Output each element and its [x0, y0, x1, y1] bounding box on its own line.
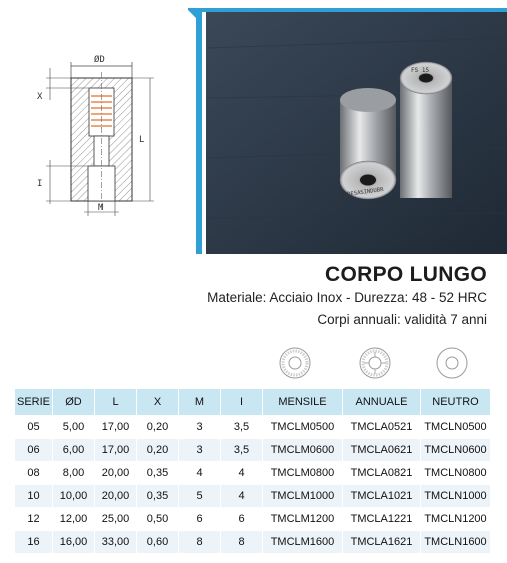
cell-l: 17,00	[95, 439, 137, 462]
spec-table	[14, 388, 491, 554]
cell-i: 4	[221, 462, 263, 485]
table-row	[15, 531, 491, 554]
cell-l: 33,00	[95, 531, 137, 554]
cell-annuale: TMCLA1621	[343, 531, 421, 554]
header-i: I	[221, 389, 263, 416]
cell-i: 3,5	[221, 439, 263, 462]
cell-neutro: TMCLN0600	[421, 439, 491, 462]
table-row	[15, 485, 491, 508]
cell-x: 0,35	[137, 462, 179, 485]
cell-neutro: TMCLN1600	[421, 531, 491, 554]
stamp-neutral-icon	[435, 346, 469, 380]
cell-mensile: TMCLM0500	[263, 416, 343, 439]
cell-x: 0,60	[137, 531, 179, 554]
cell-x: 0,20	[137, 416, 179, 439]
cell-mensile: TMCLM1600	[263, 531, 343, 554]
cell-i: 4	[221, 485, 263, 508]
dim-label-i: I	[37, 179, 43, 189]
dim-label-diameter: ØD	[94, 55, 105, 65]
page-title: CORPO LUNGO	[325, 263, 487, 286]
technical-drawing	[14, 44, 164, 224]
cell-annuale: TMCLA0521	[343, 416, 421, 439]
table-row	[15, 462, 491, 485]
cell-neutro: TMCLN0800	[421, 462, 491, 485]
cell-neutro: TMCLN0500	[421, 416, 491, 439]
cell-l: 25,00	[95, 508, 137, 531]
cell-annuale: TMCLA1221	[343, 508, 421, 531]
stamp-monthly-icon	[278, 346, 312, 380]
cell-diameter: 16,00	[53, 531, 95, 554]
cell-l: 20,00	[95, 462, 137, 485]
header-serie: SERIE	[15, 389, 53, 416]
stamp-text-rear: FS 15	[411, 67, 430, 74]
header-annuale: ANNUALE	[343, 389, 421, 416]
cell-serie: 05	[15, 416, 53, 439]
table-header-row	[15, 389, 491, 416]
cell-i: 3,5	[221, 416, 263, 439]
dim-label-m: M	[98, 203, 104, 213]
cell-serie: 12	[15, 508, 53, 531]
header-mensile: MENSILE	[263, 389, 343, 416]
cell-serie: 08	[15, 462, 53, 485]
header-m: M	[179, 389, 221, 416]
product-photo	[188, 8, 507, 254]
header-x: X	[137, 389, 179, 416]
dim-label-x: X	[37, 92, 43, 102]
cell-mensile: TMCLM1000	[263, 485, 343, 508]
cell-m: 4	[179, 462, 221, 485]
cell-neutro: TMCLN1000	[421, 485, 491, 508]
cell-diameter: 5,00	[53, 416, 95, 439]
stamp-annual-icon	[358, 346, 392, 380]
validity-text: Corpi annuali: validità 7 anni	[317, 312, 487, 327]
cell-annuale: TMCLA0621	[343, 439, 421, 462]
table-row	[15, 416, 491, 439]
dim-label-l: L	[139, 135, 145, 145]
cell-diameter: 6,00	[53, 439, 95, 462]
cell-serie: 16	[15, 531, 53, 554]
cell-annuale: TMCLA1021	[343, 485, 421, 508]
header-neutro: NEUTRO	[421, 389, 491, 416]
stamp-text-front: GADESASINDUBR	[340, 186, 384, 199]
cell-m: 5	[179, 485, 221, 508]
cell-serie: 06	[15, 439, 53, 462]
cell-annuale: TMCLA0821	[343, 462, 421, 485]
cell-x: 0,35	[137, 485, 179, 508]
table-row	[15, 508, 491, 531]
material-text: Materiale: Acciaio Inox - Durezza: 48 - 52 HRC	[207, 290, 487, 305]
cell-diameter: 12,00	[53, 508, 95, 531]
header-diameter: ØD	[53, 389, 95, 416]
header-l: L	[95, 389, 137, 416]
cell-mensile: TMCLM0800	[263, 462, 343, 485]
cell-m: 8	[179, 531, 221, 554]
cell-i: 6	[221, 508, 263, 531]
cell-diameter: 10,00	[53, 485, 95, 508]
cell-m: 3	[179, 416, 221, 439]
cell-mensile: TMCLM1200	[263, 508, 343, 531]
cell-m: 6	[179, 508, 221, 531]
cell-neutro: TMCLN1200	[421, 508, 491, 531]
cell-i: 8	[221, 531, 263, 554]
cell-serie: 10	[15, 485, 53, 508]
cell-l: 20,00	[95, 485, 137, 508]
table-row	[15, 439, 491, 462]
cell-x: 0,20	[137, 439, 179, 462]
cell-l: 17,00	[95, 416, 137, 439]
cell-m: 3	[179, 439, 221, 462]
cell-x: 0,50	[137, 508, 179, 531]
cell-diameter: 8,00	[53, 462, 95, 485]
cell-mensile: TMCLM0600	[263, 439, 343, 462]
